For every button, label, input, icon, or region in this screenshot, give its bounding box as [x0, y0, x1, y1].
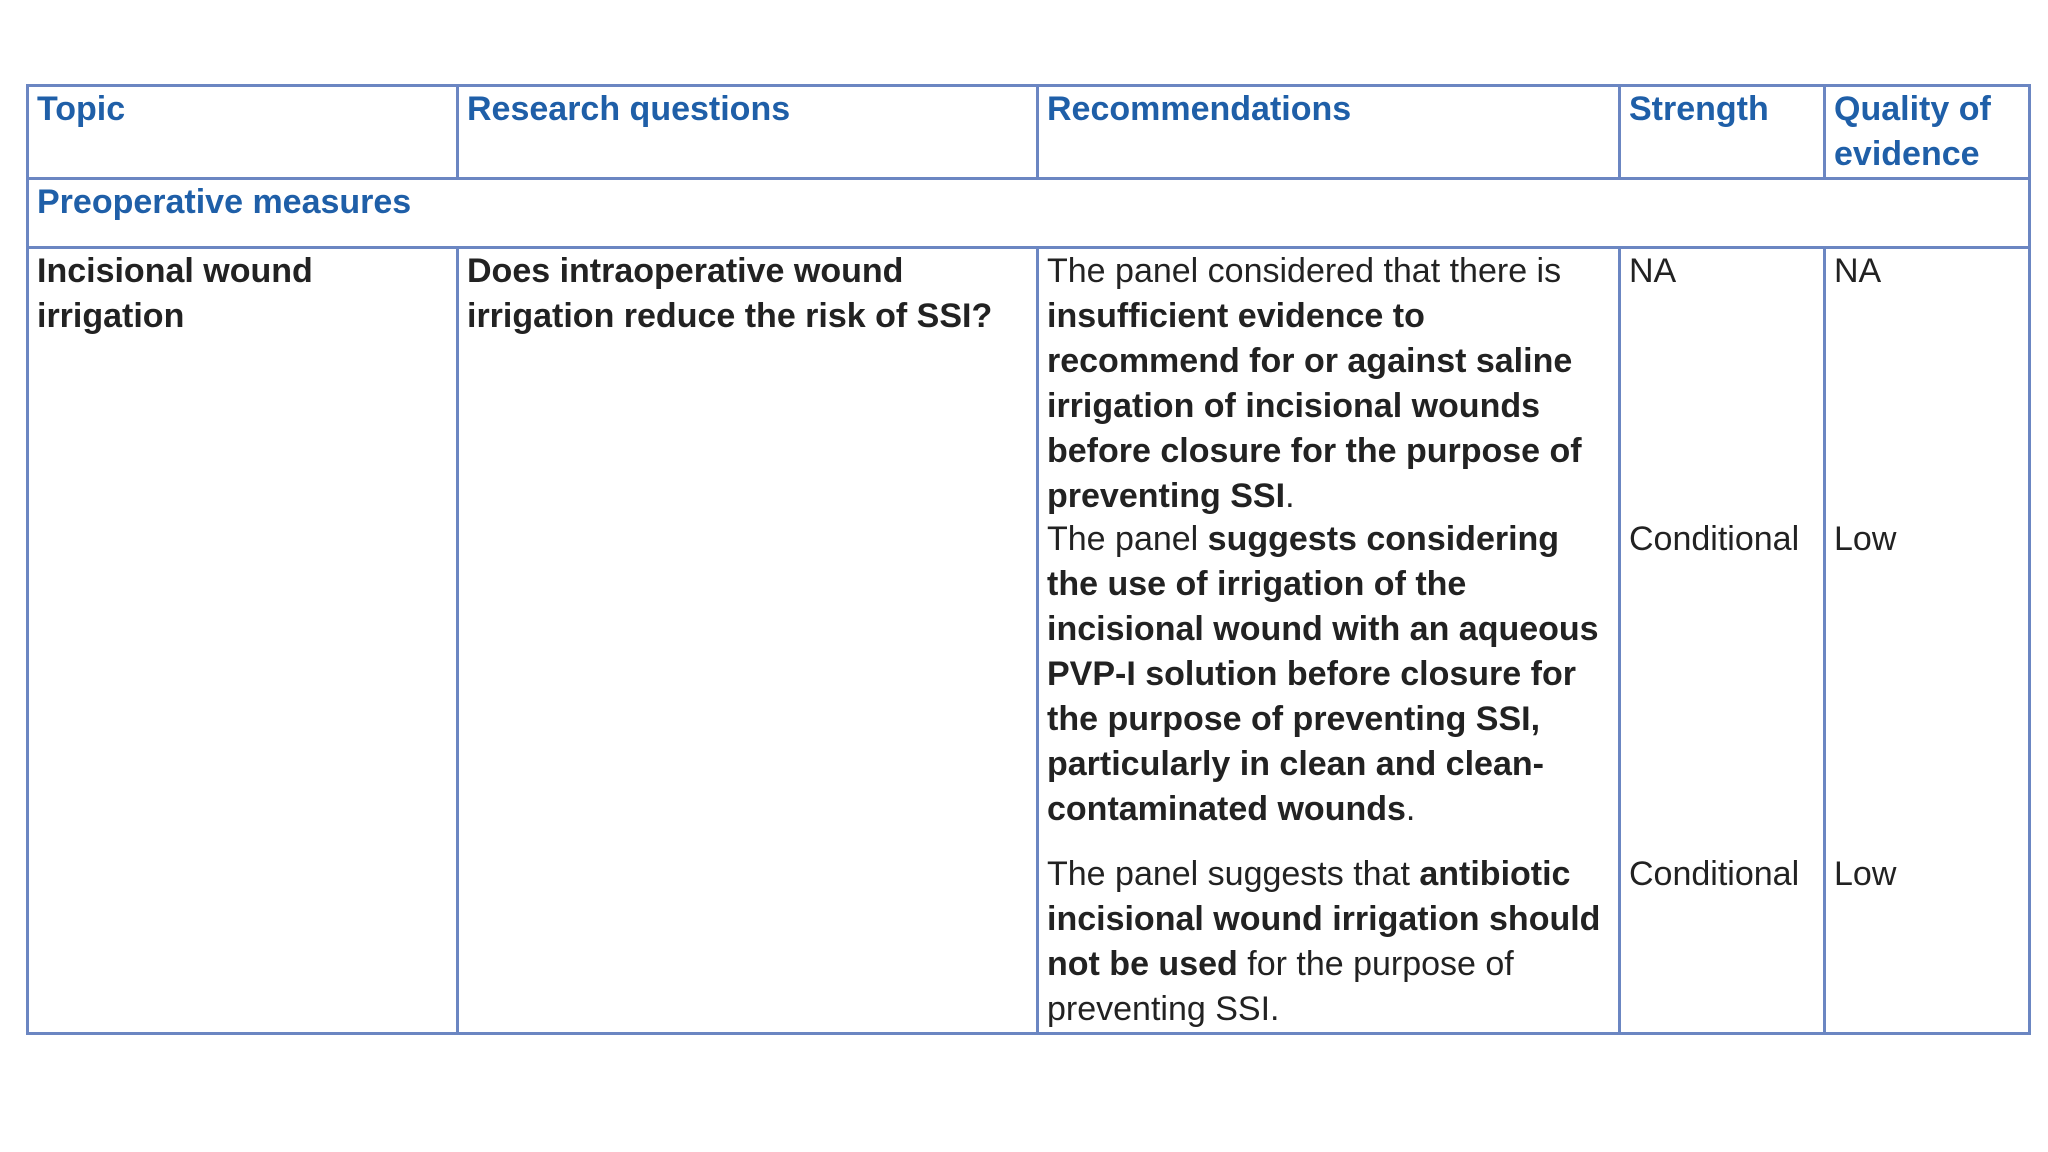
header-research-questions: Research questions: [458, 86, 1038, 179]
recommendation-1-emphasis: insufficient evidence to recommend for or against saline irrigation of incisional wounds before closure for the purpose of preventing SSI: [1047, 297, 1582, 515]
header-recommendations: Recommendations: [1038, 86, 1620, 179]
strength-2: Conditional: [1629, 520, 1800, 558]
recommendation-3: [1047, 852, 1610, 1032]
header-topic: Topic: [28, 86, 458, 179]
recommendation-3-emphasis: antibiotic incisional wound irrigation should not be used: [1047, 855, 1601, 983]
quality-3: Low: [1834, 855, 1897, 893]
recommendation-1: [1047, 249, 1610, 515]
section-row: [28, 179, 2030, 248]
quality-cell: [1825, 248, 2030, 1034]
strength-3: Conditional: [1629, 855, 1800, 893]
strength-1: NA: [1629, 252, 1677, 290]
recommendation-1-text: The panel considered that there is: [1047, 252, 1562, 290]
recommendation-2-end: .: [1405, 790, 1416, 828]
research-question-cell: Does intraoperative wound irrigation reduce the risk of SSI?: [458, 248, 1038, 1034]
section-title: Preoperative measures: [28, 179, 2030, 248]
strength-cell: [1620, 248, 1825, 1034]
topic-cell: Incisional wound irrigation: [28, 248, 458, 1034]
header-quality-of-evidence: Quality of evidence: [1825, 86, 2030, 179]
recommendation-2: [1047, 517, 1610, 832]
header-row: [28, 86, 2030, 179]
quality-2: Low: [1834, 520, 1897, 558]
quality-1: NA: [1834, 252, 1882, 290]
recommendations-table: [26, 84, 2031, 1035]
header-strength: Strength: [1620, 86, 1825, 179]
recommendations-cell: [1038, 248, 1620, 1034]
recommendation-1-end: .: [1285, 477, 1295, 515]
recommendation-3-end: for the purpose of preventing SSI.: [1047, 945, 1514, 1028]
recommendation-2-emphasis: suggests considering the use of irrigation of the incisional wound with an aqueous PVP-I solution before closure for the purpose of preventing SSI, particularly in clean and clean-contaminated wounds: [1047, 520, 1599, 828]
recommendation-3-text: The panel suggests that: [1047, 855, 1420, 893]
recommendation-2-text: The panel: [1047, 520, 1208, 558]
table-row: [28, 248, 2030, 1034]
